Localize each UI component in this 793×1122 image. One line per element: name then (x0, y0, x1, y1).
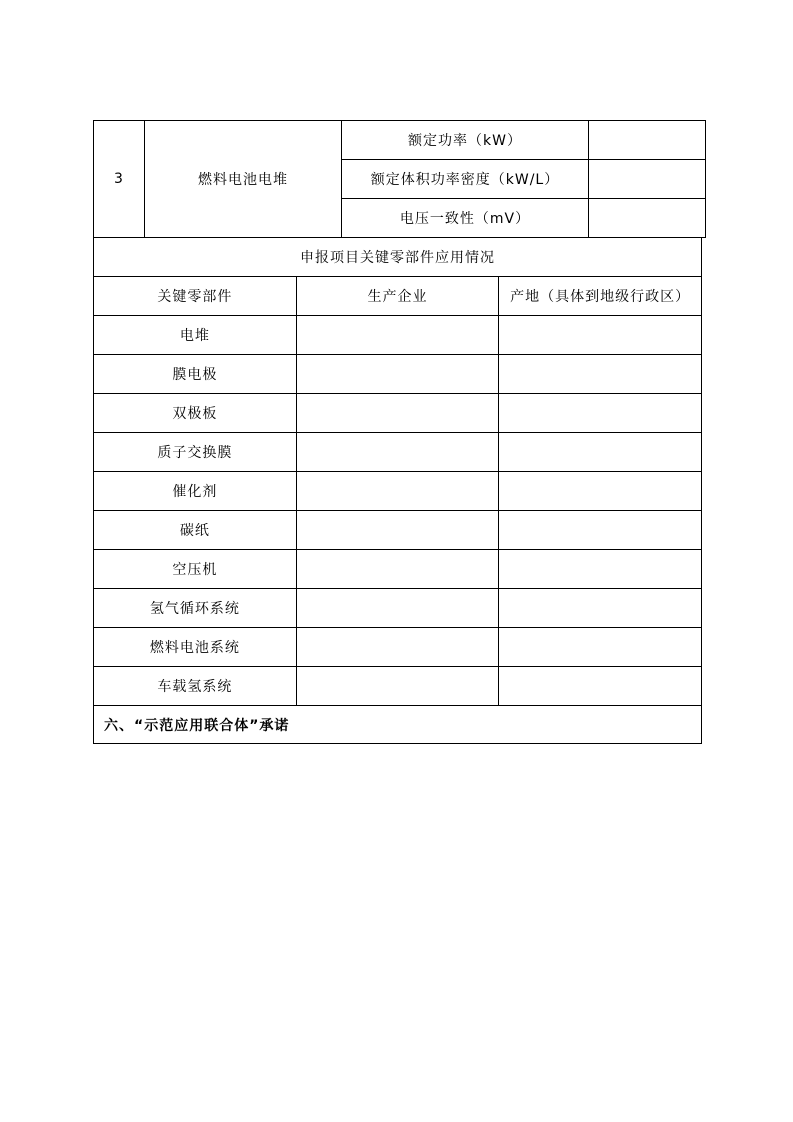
part-name: 车载氢系统 (94, 667, 297, 706)
origin-cell[interactable] (499, 394, 702, 433)
producer-cell[interactable] (296, 394, 499, 433)
part-name: 催化剂 (94, 472, 297, 511)
part-name: 空压机 (94, 550, 297, 589)
producer-cell[interactable] (296, 433, 499, 472)
origin-cell[interactable] (499, 589, 702, 628)
table-row (94, 355, 702, 394)
origin-cell[interactable] (499, 433, 702, 472)
column-header-producer: 生产企业 (296, 277, 499, 316)
footer-row (94, 706, 702, 744)
param-label-voltage-consistency: 电压一致性（mV） (342, 199, 589, 238)
param-label-power-density: 额定体积功率密度（kW/L） (342, 160, 589, 199)
producer-cell[interactable] (296, 589, 499, 628)
origin-cell[interactable] (499, 628, 702, 667)
table-row (94, 628, 702, 667)
column-header-part: 关键零部件 (94, 277, 297, 316)
producer-cell[interactable] (296, 316, 499, 355)
item-index: 3 (94, 121, 145, 238)
part-name: 膜电极 (94, 355, 297, 394)
item-name: 燃料电池电堆 (145, 121, 342, 238)
producer-cell[interactable] (296, 511, 499, 550)
producer-cell[interactable] (296, 472, 499, 511)
param-value-power-density[interactable] (589, 160, 706, 199)
table-row (94, 511, 702, 550)
components-table (93, 237, 702, 744)
table-row (94, 667, 702, 706)
producer-cell[interactable] (296, 628, 499, 667)
section-title: 申报项目关键零部件应用情况 (94, 238, 702, 277)
origin-cell[interactable] (499, 472, 702, 511)
param-value-voltage-consistency[interactable] (589, 199, 706, 238)
origin-cell[interactable] (499, 511, 702, 550)
part-name: 氢气循环系统 (94, 589, 297, 628)
document-page (93, 120, 702, 744)
producer-cell[interactable] (296, 355, 499, 394)
section-heading: 六、“示范应用联合体”承诺 (94, 706, 702, 744)
origin-cell[interactable] (499, 667, 702, 706)
part-name: 质子交换膜 (94, 433, 297, 472)
table-row (94, 316, 702, 355)
part-name: 电堆 (94, 316, 297, 355)
table-row (94, 472, 702, 511)
table-row (94, 121, 706, 160)
header-row (94, 277, 702, 316)
column-header-origin: 产地（具体到地级行政区） (499, 277, 702, 316)
part-name: 双极板 (94, 394, 297, 433)
table-row (94, 433, 702, 472)
table-row (94, 394, 702, 433)
table-row (94, 589, 702, 628)
origin-cell[interactable] (499, 316, 702, 355)
table-row (94, 550, 702, 589)
part-name: 碳纸 (94, 511, 297, 550)
producer-cell[interactable] (296, 550, 499, 589)
param-value-rated-power[interactable] (589, 121, 706, 160)
fuel-cell-stack-table (93, 120, 706, 238)
param-label-rated-power: 额定功率（kW） (342, 121, 589, 160)
section-title-row (94, 238, 702, 277)
origin-cell[interactable] (499, 550, 702, 589)
part-name: 燃料电池系统 (94, 628, 297, 667)
origin-cell[interactable] (499, 355, 702, 394)
producer-cell[interactable] (296, 667, 499, 706)
